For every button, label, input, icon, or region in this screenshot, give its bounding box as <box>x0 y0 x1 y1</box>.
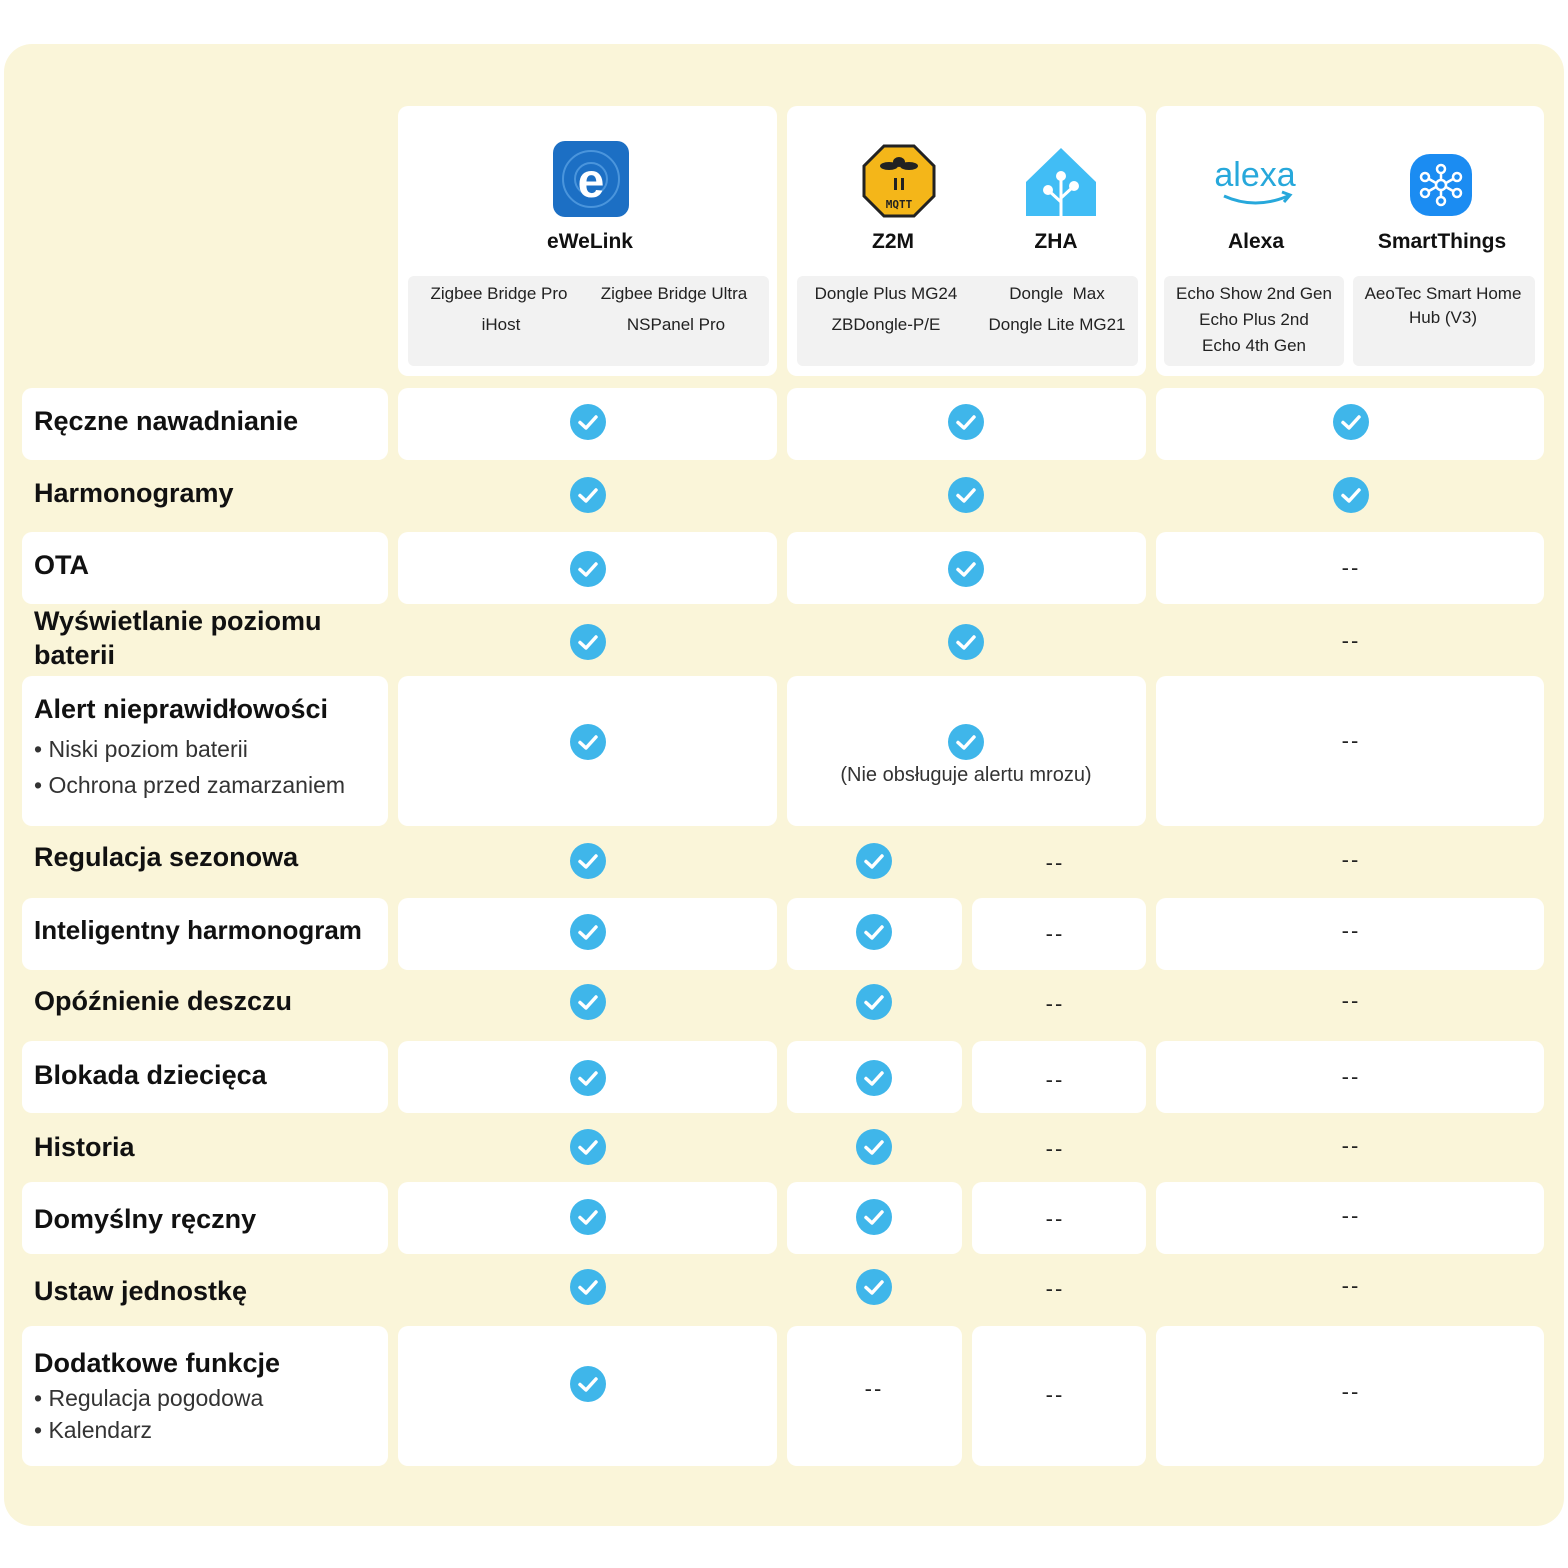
row-label-battery-display-2: baterii <box>34 640 116 670</box>
smartthings-logo-icon <box>1410 154 1472 216</box>
check-icon-ewelink-5 <box>570 843 606 879</box>
row-label-ota: OTA <box>34 550 89 580</box>
bullet-weather-adjust: • Regulacja pogodowa <box>34 1385 264 1411</box>
dash-hubs-7: -- <box>1341 988 1361 1013</box>
device-echo-show: Echo Show 2nd Gen <box>1176 284 1332 303</box>
check-icon-ewelink-0 <box>570 404 606 440</box>
row-label-rain-delay: Opóźnienie deszczu <box>34 986 293 1016</box>
check-icon-z2m-9 <box>856 1129 892 1165</box>
bullet-low-battery: • Niski poziom baterii <box>34 736 248 762</box>
device-aeotec-hub-v3: Hub (V3) <box>1408 308 1478 327</box>
brand-name-z2m: Z2M <box>872 230 914 253</box>
device-echo-4th-gen: Echo 4th Gen <box>1202 336 1306 355</box>
alexa-logo-icon <box>1210 152 1300 212</box>
dash-hubs-10: -- <box>1341 1203 1361 1228</box>
check-icon-z2m-7 <box>856 984 892 1020</box>
check-icon-hubs-1 <box>1333 477 1369 513</box>
row-label-child-lock: Blokada dziecięca <box>34 1060 267 1090</box>
row-label-extra-features: Dodatkowe funkcje <box>34 1348 281 1378</box>
dash-hubs-8: -- <box>1341 1064 1361 1089</box>
zha-home-assistant-logo-icon <box>1024 146 1098 218</box>
row-label-default-manual: Domyślny ręczny <box>34 1204 257 1234</box>
bullet-calendar: • Kalendarz <box>34 1417 153 1443</box>
device-aeotec-hub: AeoTec Smart Home <box>1364 284 1522 303</box>
device-zigbee-bridge-ultra: Zigbee Bridge Ultra <box>600 284 748 303</box>
dash-zha-10: -- <box>1045 1206 1065 1231</box>
brand-name-smartthings: SmartThings <box>1377 230 1507 253</box>
dash-zha-12: -- <box>1045 1382 1065 1407</box>
device-zigbee-bridge-pro: Zigbee Bridge Pro <box>430 284 568 303</box>
dash-hubs-11: -- <box>1341 1273 1361 1298</box>
check-icon-zigbee-4 <box>948 724 984 760</box>
row-label-manual-watering: Ręczne nawadnianie <box>34 406 299 436</box>
dash-zha-7: -- <box>1045 991 1065 1016</box>
device-dongle-lite-mg21: Dongle Lite MG21 <box>988 315 1126 334</box>
brand-name-ewelink: eWeLink <box>547 230 633 253</box>
dash-zha-8: -- <box>1045 1067 1065 1092</box>
brand-name-alexa: Alexa <box>1227 230 1285 253</box>
check-icon-hubs-0 <box>1333 404 1369 440</box>
bullet-freeze-protection: • Ochrona przed zamarzaniem <box>34 772 346 798</box>
mqtt-text: MQTT <box>885 198 913 211</box>
dash-zha-6: -- <box>1045 921 1065 946</box>
dash-hubs-6: -- <box>1341 918 1361 943</box>
brand-name-zha: ZHA <box>1034 230 1078 253</box>
check-icon-zigbee-3 <box>948 624 984 660</box>
check-icon-ewelink-12 <box>570 1366 606 1402</box>
row-label-battery-display: Wyświetlanie poziomu <box>34 606 322 636</box>
check-icon-ewelink-6 <box>570 914 606 950</box>
dash-zha-5: -- <box>1045 850 1065 875</box>
dash-zha-9: -- <box>1045 1136 1065 1161</box>
check-icon-ewelink-3 <box>570 624 606 660</box>
device-zbdongle-pe: ZBDongle-P/E <box>831 315 941 334</box>
row-label-seasonal-adjust: Regulacja sezonowa <box>34 842 299 872</box>
check-icon-z2m-8 <box>856 1060 892 1096</box>
row-label-history: Historia <box>34 1132 135 1162</box>
alexa-logo-text: alexa <box>1214 156 1296 194</box>
row-label-set-unit: Ustaw jednostkę <box>34 1276 248 1306</box>
dash-hubs-5: -- <box>1341 847 1361 872</box>
check-icon-ewelink-11 <box>570 1269 606 1305</box>
dash-zha-11: -- <box>1045 1276 1065 1301</box>
ewelink-logo-icon <box>553 141 629 217</box>
check-icon-ewelink-9 <box>570 1129 606 1165</box>
check-icon-ewelink-7 <box>570 984 606 1020</box>
dash-hubs-12: -- <box>1341 1379 1361 1404</box>
check-icon-z2m-11 <box>856 1269 892 1305</box>
check-icon-z2m-5 <box>856 843 892 879</box>
check-icon-z2m-6 <box>856 914 892 950</box>
check-icon-ewelink-2 <box>570 551 606 587</box>
dash-z2m-12: -- <box>864 1376 884 1401</box>
device-dongle-max: Dongle Max <box>1009 284 1105 303</box>
check-icon-ewelink-4 <box>570 724 606 760</box>
check-icon-ewelink-1 <box>570 477 606 513</box>
device-ihost: iHost <box>481 315 521 334</box>
z2m-mqtt-logo-icon <box>862 144 936 218</box>
note-no-frost-alert: (Nie obsługuje alertu mrozu) <box>840 764 1092 786</box>
check-icon-zigbee-2 <box>948 551 984 587</box>
row-label-smart-schedule: Inteligentny harmonogram <box>34 915 362 945</box>
device-echo-plus: Echo Plus 2nd <box>1199 310 1309 329</box>
check-icon-zigbee-1 <box>948 477 984 513</box>
device-dongle-plus-mg24: Dongle Plus MG24 <box>814 284 958 303</box>
dash-hubs-9: -- <box>1341 1133 1361 1158</box>
svg-text:e: e <box>577 155 605 208</box>
check-icon-ewelink-8 <box>570 1060 606 1096</box>
check-icon-zigbee-0 <box>948 404 984 440</box>
dash-hubs-2: -- <box>1341 555 1361 580</box>
check-icon-ewelink-10 <box>570 1199 606 1235</box>
row-label-alerts: Alert nieprawidłowości <box>34 694 329 724</box>
dash-hubs-4: -- <box>1341 728 1361 753</box>
dash-hubs-3: -- <box>1341 628 1361 653</box>
row-label-schedules: Harmonogramy <box>34 478 234 508</box>
check-icon-z2m-10 <box>856 1199 892 1235</box>
device-nspanel-pro: NSPanel Pro <box>626 315 726 334</box>
